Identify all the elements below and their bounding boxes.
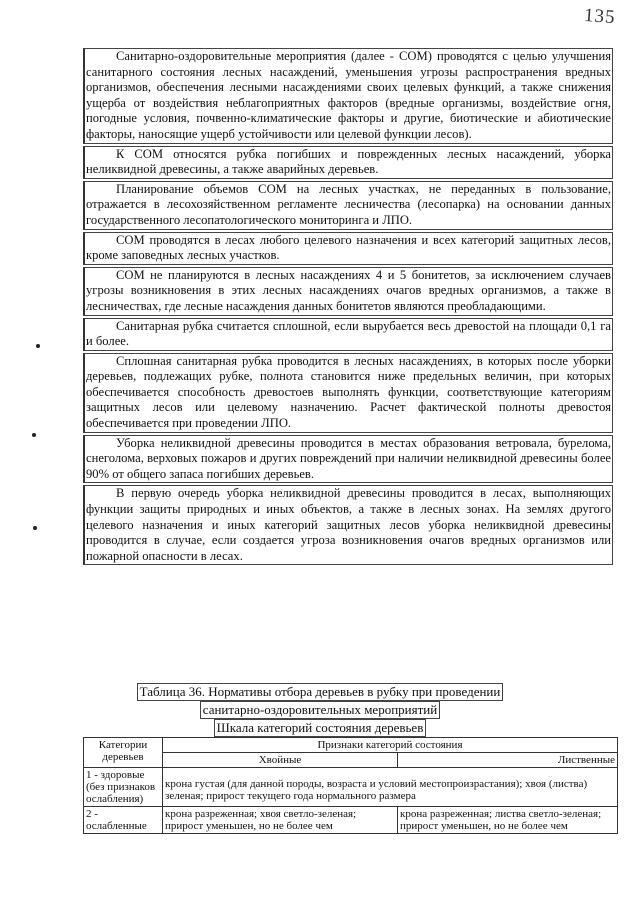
row-category: 1 - здоровые (без признаков ослабления) xyxy=(84,768,163,807)
margin-mark xyxy=(36,344,40,348)
paragraph: К СОМ относятся рубка погибших и поврежденных лесных насаждений, уборка неликвидной древесины, а также аварийных деревьев. xyxy=(83,146,613,179)
paragraph: Сплошная санитарная рубка проводится в лесных насаждениях, в которых после уборки деревьев, подлежащих рубке, полнота становится ниже предельных величин, при которых обеспечивается способность древостоев выполнять функции, соответствующие категориям защитных лесов или целевому назначению. Расчет фактической полноты древостоя обеспечивается при проведении ЛПО. xyxy=(83,353,613,433)
header-category: Категории деревьев xyxy=(84,738,163,768)
body-text xyxy=(83,48,613,567)
header-deciduous: Лиственные xyxy=(398,753,618,768)
row-signs-conifer: крона разреженная; хвоя светло-зеленая; прирост уменьшен, но не более чем xyxy=(163,807,398,834)
header-signs: Признаки категорий состояния xyxy=(163,738,618,753)
paragraph: В первую очередь уборка неликвидной древесины проводится в лесах, выполняющих функции защиты природных и иных объектов, а также в лесных зонах. На землях другого целевого назначения и иных категорий защитных лесов уборка неликвидной древесины проводится в случае, если создается угроза возникновения очагов вредных организмов или пожарной опасности в лесах. xyxy=(83,485,613,565)
table-subheader-row xyxy=(84,753,618,768)
header-conifer: Хвойные xyxy=(163,753,398,768)
margin-mark xyxy=(32,433,36,437)
table-title-line: Таблица 36. Нормативы отбора деревьев в рубку при проведении xyxy=(137,683,504,701)
paragraph: Уборка неликвидной древесины проводится в местах образования ветровала, бурелома, снеголома, верховых пожаров и других повреждений при наличии неликвидной древесины более 90% от общего запаса погибших деревьев. xyxy=(83,435,613,484)
table-title xyxy=(0,683,640,737)
paragraph: Санитарно-оздоровительные мероприятия (далее - СОМ) проводятся с целью улучшения санитарного состояния лесных насаждений, уменьшения угрозы распространения вредных организмов, обеспечения лесными насаждениями своих целевых функций, а также снижения ущерба от воздействия неблагоприятных факторов (вредные организмы, воздействие огня, погодные условия, почвенно-климатические факторы и другие, биотические и абиотические факторы, наносящие ущерб устойчивости или целевой функции лесов). xyxy=(83,48,613,144)
margin-mark xyxy=(33,526,37,530)
row-signs-deciduous: крона разреженная; листва светло-зеленая; прирост уменьшен, но не более чем xyxy=(398,807,618,834)
paragraph: Санитарная рубка считается сплошной, если вырубается весь древостой на площади 0,1 га и более. xyxy=(83,318,613,351)
row-category: 2 - ослабленные xyxy=(84,807,163,834)
paragraph: СОМ не планируются в лесных насаждениях 4 и 5 бонитетов, за исключением случаев угрозы возникновения в этих лесных насаждениях очагов вредных организмов, а также в лесничествах, где лесные насаждения данных бонитетов являются преобладающими. xyxy=(83,267,613,316)
tree-category-table xyxy=(83,737,618,834)
table-subtitle: Шкала категорий состояния деревьев xyxy=(214,719,427,737)
paragraph: Планирование объемов СОМ на лесных участках, не переданных в пользование, отражается в лесохозяйственном регламенте лесничества (лесопарка) на основании данных государственного лесопатологического мониторинга и ЛПО. xyxy=(83,181,613,230)
row-signs-merged: крона густая (для данной породы, возраста и условий местопроизрастания); хвоя (листва) зеленая; прирост текущего года нормального размера xyxy=(163,768,618,807)
table-title-line: санитарно-оздоровительных мероприятий xyxy=(200,701,440,719)
page-number: 135 xyxy=(583,4,617,29)
table-row xyxy=(84,807,618,834)
table-row xyxy=(84,768,618,807)
paragraph: СОМ проводятся в лесах любого целевого назначения и всех категорий защитных лесов, кроме заповедных лесных участков. xyxy=(83,232,613,265)
table-header-row xyxy=(84,738,618,753)
